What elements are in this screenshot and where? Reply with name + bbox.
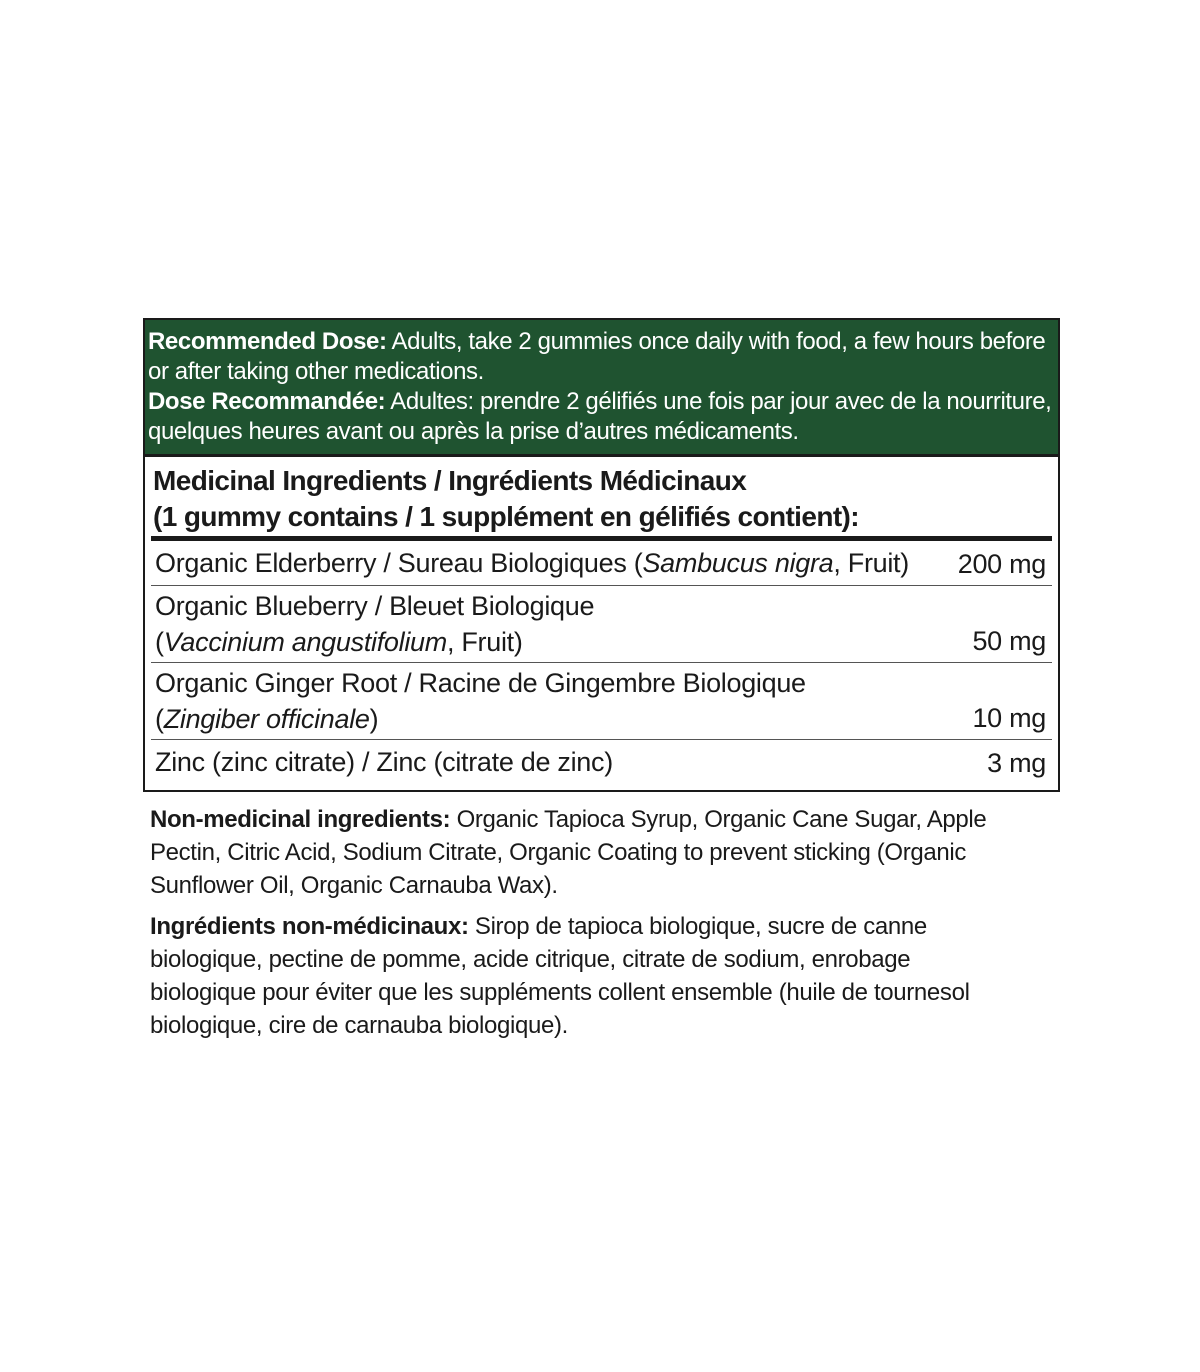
non-medicinal-fr-line-4: biologique, cire de carnauba biologique). — [150, 1012, 568, 1039]
ingredient-name-suffix: , Fruit) — [446, 627, 523, 657]
non-medicinal-en — [150, 803, 1055, 902]
latin-name: Sambucus nigra — [642, 548, 834, 578]
ingredient-amount: 3 mg — [987, 748, 1046, 778]
ingredient-row-blueberry — [151, 585, 1052, 662]
non-medicinal-en-line-2: Pectin, Citric Acid, Sodium Citrate, Organic Coating to prevent sticking (Organic — [150, 839, 966, 866]
medicinal-header-line-1: Medicinal Ingredients / Ingrédients Médicinaux — [153, 465, 747, 496]
ingredient-amount: 200 mg — [957, 549, 1046, 579]
ingredient-name-prefix: Organic Elderberry / Sureau Biologiques ( — [155, 548, 643, 578]
non-medicinal-fr — [150, 910, 1055, 1042]
medicinal-ingredients-header — [145, 457, 1058, 536]
paren-open: ( — [155, 704, 164, 734]
recommended-dose-band — [145, 320, 1058, 457]
dose-en-text-1: Adults, take 2 gummies once daily with food, a few hours before — [386, 328, 1046, 355]
non-medicinal-fr-label: Ingrédients non-médicinaux: — [150, 913, 469, 940]
dose-fr-text-1: Adultes: prendre 2 gélifiés une fois par jour avec de la nourriture, — [385, 388, 1052, 415]
ingredient-name-line-1: Organic Ginger Root / Racine de Gingembre Biologique — [155, 668, 806, 698]
dose-fr-label: Dose Recommandée: — [148, 388, 386, 415]
ingredient-name — [155, 545, 1048, 581]
ingredient-amount: 50 mg — [972, 626, 1046, 656]
latin-name: Vaccinium angustifolium — [163, 627, 447, 657]
non-medicinal-en-label: Non-medicinal ingredients: — [150, 806, 451, 833]
non-medicinal-ingredients — [150, 803, 1055, 1050]
dose-en-label: Recommended Dose: — [148, 328, 387, 355]
ingredient-name-line-1: Organic Blueberry / Bleuet Biologique — [155, 591, 595, 621]
ingredient-row-ginger — [151, 662, 1052, 739]
ingredient-name-line-2 — [155, 701, 1048, 737]
ingredient-amount: 10 mg — [972, 703, 1046, 733]
latin-name: Zingiber officinale — [163, 704, 370, 734]
ingredient-label-panel — [143, 318, 1060, 792]
medicinal-header-line-2: (1 gummy contains / 1 supplément en gélifiés contient): — [153, 501, 860, 532]
dose-en-line-2: or after taking other medications. — [148, 358, 484, 385]
ingredient-name-suffix: , Fruit) — [833, 548, 909, 578]
dose-fr-line-2: quelques heures avant ou après la prise d’autres médicaments. — [148, 418, 799, 445]
paren-close: ) — [369, 704, 379, 734]
ingredient-name-line-2 — [155, 624, 1048, 660]
non-medicinal-en-line-3: Sunflower Oil, Organic Carnauba Wax). — [150, 872, 558, 899]
non-medicinal-fr-line-2: biologique, pectine de pomme, acide citrique, citrate de sodium, enrobage — [150, 946, 911, 973]
non-medicinal-fr-line-3: biologique pour éviter que les suppléments collent ensemble (huile de tournesol — [150, 979, 970, 1006]
ingredient-row-elderberry — [151, 541, 1052, 585]
paren-open: ( — [155, 627, 164, 657]
ingredient-name: Zinc (zinc citrate) / Zinc (citrate de zinc) — [155, 747, 613, 777]
dose-en-line-1 — [148, 327, 1052, 357]
ingredient-row-zinc — [151, 739, 1052, 784]
non-medicinal-fr-line-1: Sirop de tapioca biologique, sucre de canne — [468, 913, 927, 940]
non-medicinal-en-line-1: Organic Tapioca Syrup, Organic Cane Sugar, Apple — [450, 806, 987, 833]
dose-fr-line-1 — [148, 387, 1052, 417]
ingredient-table — [151, 541, 1052, 784]
